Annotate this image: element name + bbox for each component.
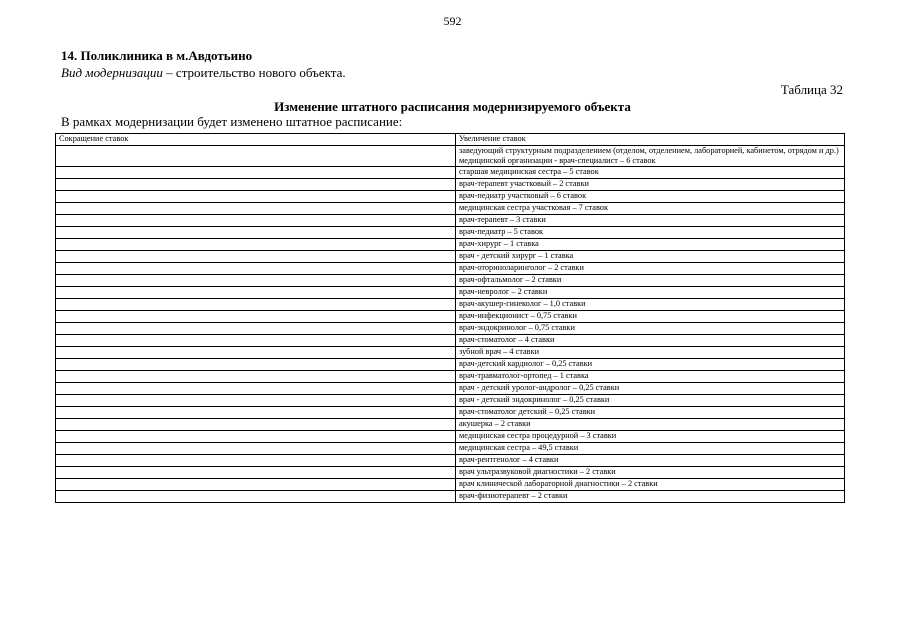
reduction-cell — [56, 311, 456, 323]
reduction-cell — [56, 443, 456, 455]
table-row — [56, 491, 845, 503]
reduction-cell — [56, 146, 456, 167]
reduction-cell — [56, 383, 456, 395]
page-number: 592 — [443, 14, 462, 28]
increase-cell: медицинская сестра процедурной – 3 ставки — [456, 431, 845, 443]
increase-cell: врач-педиатр – 5 ставок — [456, 227, 845, 239]
table-row — [56, 311, 845, 323]
modernization-type-value: строительство нового объекта. — [175, 65, 346, 80]
section-title: 14. Поликлиника в м.Авдотьино — [61, 48, 253, 63]
table-row — [56, 407, 845, 419]
modernization-type-label: Вид модернизации — [61, 65, 163, 80]
table-row — [56, 431, 845, 443]
increase-cell: врач-детский кардиолог – 0,25 ставки — [456, 359, 845, 371]
reduction-cell — [56, 479, 456, 491]
increase-cell: врач ультразвуковой диагностики – 2 ставки — [456, 467, 845, 479]
modernization-type-line — [61, 65, 346, 81]
reduction-cell — [56, 179, 456, 191]
reduction-cell — [56, 263, 456, 275]
reduction-cell — [56, 227, 456, 239]
increase-cell: зубной врач – 4 ставки — [456, 347, 845, 359]
table-row — [56, 455, 845, 467]
table-row — [56, 395, 845, 407]
increase-cell: врач-инфекционист – 0,75 ставки — [456, 311, 845, 323]
increase-cell: врач клинической лабораторной диагностики – 2 ставки — [456, 479, 845, 491]
increase-cell: врач-акушер-гинеколог – 1,0 ставки — [456, 299, 845, 311]
increase-cell: врач-стоматолог – 4 ставки — [456, 335, 845, 347]
reduction-cell — [56, 191, 456, 203]
table-row — [56, 191, 845, 203]
table-row — [56, 287, 845, 299]
increase-cell: заведующий структурным подразделением (отделом, отделением, лабораторией, кабинетом, отрядом и др.) медицинской организации - врач-специалист – 6 ставок — [456, 146, 845, 167]
reduction-cell — [56, 251, 456, 263]
table-row — [56, 359, 845, 371]
reduction-cell — [56, 455, 456, 467]
reduction-cell — [56, 467, 456, 479]
table-header-row — [56, 134, 845, 146]
increase-cell: врач-терапевт – 3 ставки — [456, 215, 845, 227]
reduction-cell — [56, 203, 456, 215]
increase-cell: врач - детский уролог-андролог – 0,25 ставки — [456, 383, 845, 395]
intro-text: В рамках модернизации будет изменено штатное расписание: — [61, 114, 403, 129]
table-row — [56, 467, 845, 479]
table-title: Изменение штатного расписания модернизируемого объекта — [274, 99, 631, 114]
table-row — [56, 215, 845, 227]
increase-cell: врач-педиатр участковый – 6 ставок — [456, 191, 845, 203]
increase-cell: врач - детский эндокринолог – 0,25 ставки — [456, 395, 845, 407]
table-row — [56, 335, 845, 347]
reduction-cell — [56, 407, 456, 419]
table-row — [56, 239, 845, 251]
reduction-cell — [56, 299, 456, 311]
increase-cell: врач-стоматолог детский – 0,25 ставки — [456, 407, 845, 419]
reduction-cell — [56, 275, 456, 287]
reduction-cell — [56, 419, 456, 431]
reduction-cell — [56, 287, 456, 299]
table-row — [56, 227, 845, 239]
reduction-cell — [56, 167, 456, 179]
increase-cell: медицинская сестра участковая – 7 ставок — [456, 203, 845, 215]
table-row — [56, 146, 845, 167]
table-row — [56, 419, 845, 431]
increase-cell: медицинская сестра – 49,5 ставки — [456, 443, 845, 455]
increase-cell: врач-эндокринолог – 0,75 ставки — [456, 323, 845, 335]
increase-cell: врач - детский хирург – 1 ставка — [456, 251, 845, 263]
table-row — [56, 371, 845, 383]
header-increase: Увеличение ставок — [456, 134, 845, 146]
increase-cell: врач-рентгенолог – 4 ставки — [456, 455, 845, 467]
increase-cell: врач-терапевт участковый – 2 ставки — [456, 179, 845, 191]
table-row — [56, 479, 845, 491]
table-row — [56, 167, 845, 179]
table-row — [56, 251, 845, 263]
table-row — [56, 203, 845, 215]
header-reduction: Сокращение ставок — [56, 134, 456, 146]
table-row — [56, 299, 845, 311]
reduction-cell — [56, 491, 456, 503]
reduction-cell — [56, 323, 456, 335]
table-row — [56, 347, 845, 359]
reduction-cell — [56, 239, 456, 251]
table-row — [56, 443, 845, 455]
table-row — [56, 179, 845, 191]
increase-cell: врач-хирург – 1 ставка — [456, 239, 845, 251]
increase-cell: врач-физиотерапевт – 2 ставки — [456, 491, 845, 503]
reduction-cell — [56, 359, 456, 371]
modernization-type-dash: – — [162, 65, 176, 80]
table-number: Таблица 32 — [780, 82, 843, 97]
reduction-cell — [56, 395, 456, 407]
reduction-cell — [56, 431, 456, 443]
reduction-cell — [56, 335, 456, 347]
reduction-cell — [56, 347, 456, 359]
table-row — [56, 275, 845, 287]
reduction-cell — [56, 215, 456, 227]
table-row — [56, 263, 845, 275]
staff-changes-table — [55, 133, 845, 503]
increase-cell: старшая медицинская сестра – 5 ставок — [456, 167, 845, 179]
increase-cell: врач-травматолог-ортопед – 1 ставка — [456, 371, 845, 383]
table-row — [56, 383, 845, 395]
increase-cell: врач-офтальмолог – 2 ставки — [456, 275, 845, 287]
increase-cell: врач-оториноларинголог – 2 ставки — [456, 263, 845, 275]
staff-changes-table-body — [56, 134, 845, 503]
reduction-cell — [56, 371, 456, 383]
table-row — [56, 323, 845, 335]
increase-cell: акушерка – 2 ставки — [456, 419, 845, 431]
increase-cell: врач-невролог – 2 ставки — [456, 287, 845, 299]
